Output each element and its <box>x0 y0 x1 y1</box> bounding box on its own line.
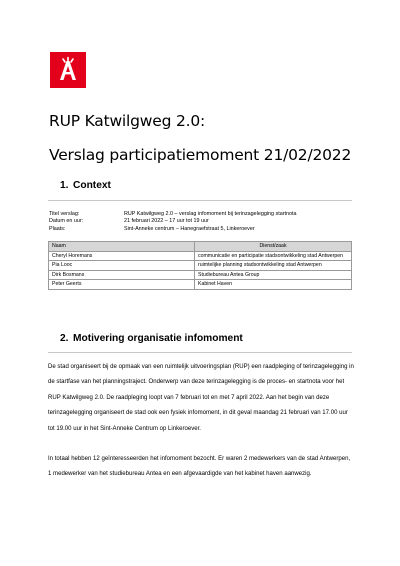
attendee-name: Dirk Bosmans <box>49 270 195 280</box>
antwerp-a-icon <box>50 52 86 88</box>
table-header-row <box>49 242 352 252</box>
attendees-table <box>48 241 352 290</box>
document-title-line-2: Verslag participatiemoment 21/02/2022 <box>49 146 352 164</box>
document-title-line-1: RUP Katwilgweg 2.0: <box>49 112 206 130</box>
meeting-metadata <box>49 211 297 233</box>
attendee-name: Cheryl Horemans <box>49 251 195 261</box>
meta-row-date <box>49 218 297 225</box>
table-row <box>49 261 352 271</box>
section-title: Context <box>73 180 111 191</box>
meta-row-title <box>49 211 297 218</box>
section-title: Motivering organisatie infomoment <box>73 333 243 344</box>
column-header-name: Naam <box>49 242 195 252</box>
meta-key: Datum en uur: <box>49 218 84 225</box>
meta-key: Titel verslag: <box>49 211 80 217</box>
attendee-service: ruimtelijke planning stadsontwikkeling stad Antwerpen <box>195 261 352 271</box>
table-row <box>49 280 352 290</box>
body-paragraph: De stad organiseert bij de opmaak van een ruimtelijk uitvoeringsplan (RUP) een raadpleging of terinzagelegging in de startfase van het planningstraject. Onderwerp van deze terinzagelegging is de proces- en startnota voor het RUP Katwilgweg 2.0. De raadpleging loopt van 7 februari tot en met 7 april 2022. Aan het begin van deze terinzagelegging organiseert de stad ook een fysiek infomoment, in dit geval maandag 21 februari van 17.00 uur tot 19.00 uur in het Sint-Anneke Centrum op Linkeroever. <box>48 364 354 432</box>
attendee-service: Kabinet Haven <box>195 280 352 290</box>
meta-row-place <box>49 226 297 233</box>
section-divider <box>48 200 352 201</box>
meta-value: RUP Katwilgweg 2.0 – verslag infomoment bij terinzagelegging startnota <box>124 211 297 217</box>
section-heading-context <box>60 180 111 191</box>
body-paragraph: In totaal hebben 12 geïnteresseerden het infomoment bezocht. Er waren 2 medewerkers van de stad Antwerpen, 1 medewerker van het studiebureau Antea en een afgevaardigde van het kabinet haven aanwezig. <box>48 456 351 478</box>
attendee-name: Peter Geerts <box>49 280 195 290</box>
section-number: 2. <box>60 333 69 344</box>
section-divider <box>48 352 352 353</box>
column-header-service: Dienst/zaak <box>195 242 352 252</box>
city-logo <box>50 52 86 88</box>
attendee-name: Pia Looc <box>49 261 195 271</box>
table-row <box>49 251 352 261</box>
attendee-service: communicatie en participatie stadsontwikkeling stad Antwerpen <box>195 251 352 261</box>
meta-value: Sint-Anneke centrum – Hanegraefstraat 5, Linkeroever <box>124 225 255 232</box>
section-heading-motivation <box>60 333 243 344</box>
meta-key: Plaats: <box>49 225 66 232</box>
attendee-service: Studiebureau Antea Group <box>195 270 352 280</box>
section-number: 1. <box>60 180 69 191</box>
table-row <box>49 270 352 280</box>
meta-value: 21 februari 2022 – 17 uur tot 19 uur <box>124 218 209 225</box>
